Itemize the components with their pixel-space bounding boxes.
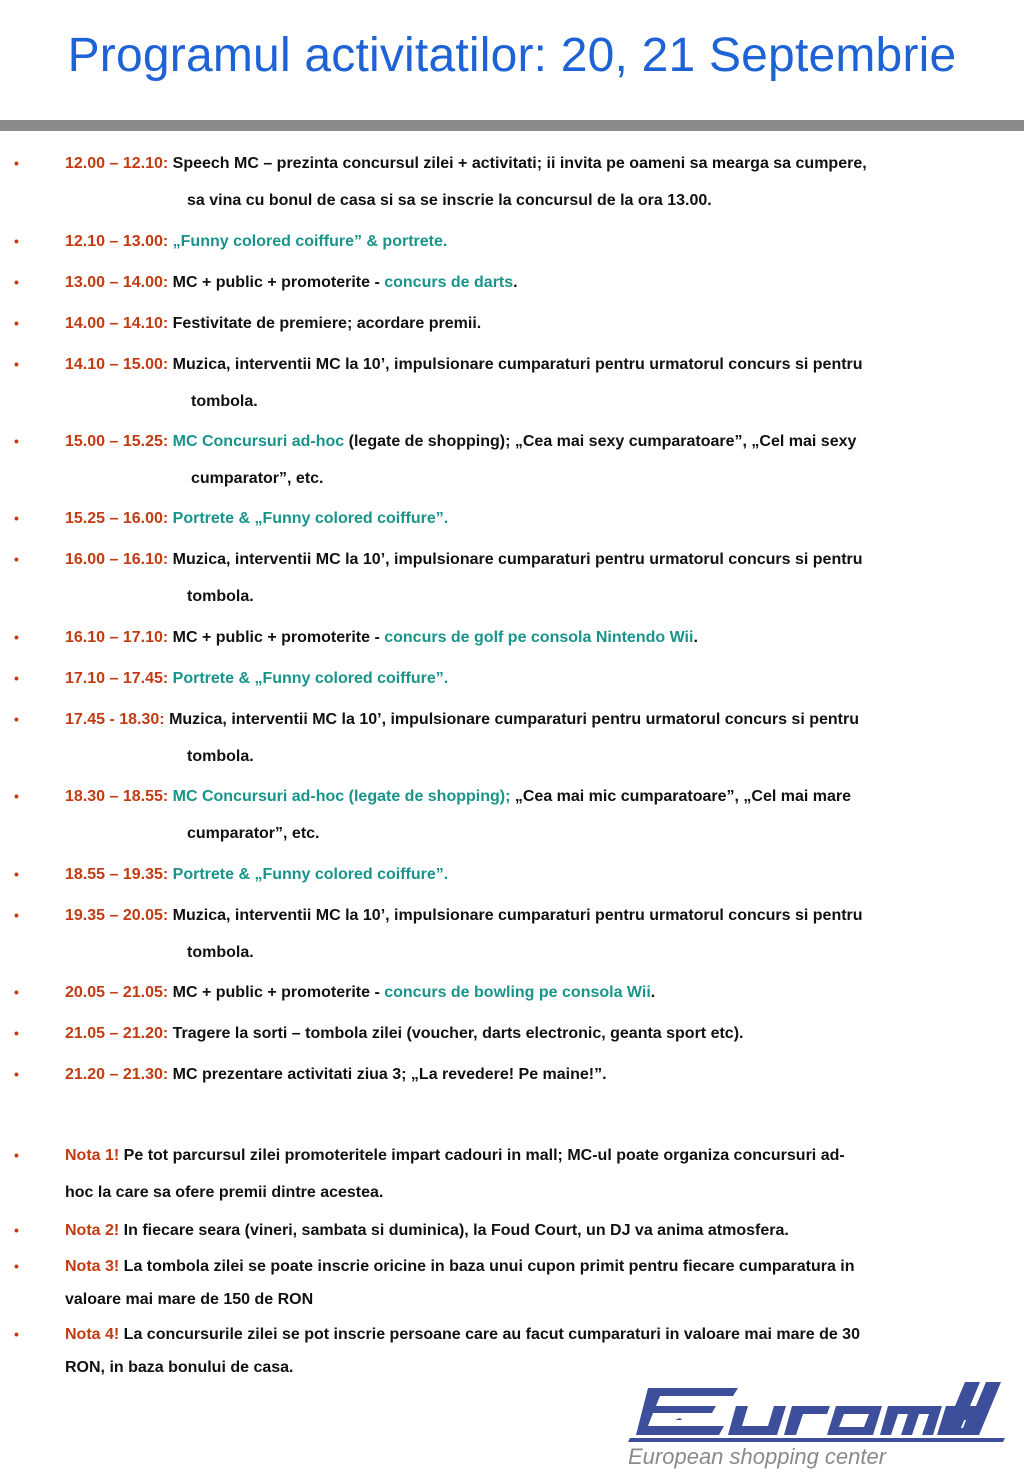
activity-text: tombola. [191, 393, 258, 410]
bullet-icon: • [14, 551, 19, 567]
activity-text: Muzica, interventii MC la 10’, impulsionare cumparaturi pentru urmatorul concurs si pentru [172, 907, 863, 924]
schedule-line-continued [187, 182, 712, 219]
schedule-line [65, 500, 448, 537]
schedule-time: 12.00 – 12.10: [65, 155, 173, 172]
note-text: RON, in baza bonului de casa. [65, 1359, 294, 1376]
bullet-icon: • [14, 1066, 19, 1082]
bullet-icon: • [14, 1326, 19, 1342]
schedule-line [65, 897, 863, 934]
activity-text: MC + public + promoterite - [172, 629, 385, 646]
bullet-icon: • [14, 711, 19, 727]
note-line [65, 1212, 789, 1249]
highlighted-activity: Portrete & „Funny colored coiffure”. [172, 670, 449, 687]
activity-text: sa vina cu bonul de casa si sa se inscrie la concursul de la ora 13.00. [187, 192, 712, 209]
activity-text: tombola. [187, 944, 254, 961]
activity-text: tombola. [187, 588, 254, 605]
schedule-line-continued [187, 738, 254, 775]
schedule-time: 21.20 – 21.30: [65, 1066, 173, 1083]
activity-text: MC + public + promoterite - [172, 984, 385, 1001]
activity-text: Festivitate de premiere; acordare premii. [172, 315, 482, 332]
bullet-icon: • [14, 670, 19, 686]
activity-text: Tragere la sorti – tombola zilei (voucher, darts electronic, geanta sport etc). [172, 1025, 744, 1042]
activity-text: MC prezentare activitati ziua 3; „La revedere! Pe maine!”. [172, 1066, 607, 1083]
bullet-icon: • [14, 1222, 19, 1238]
activity-text: cumparator”, etc. [187, 825, 320, 842]
schedule-line [65, 1015, 743, 1052]
schedule-line [65, 974, 655, 1011]
bullet-icon: • [14, 356, 19, 372]
note-line [65, 1248, 855, 1285]
highlighted-activity: concurs de bowling pe consola Wii [384, 984, 651, 1001]
euromall-logo [620, 1380, 1010, 1470]
header-divider [0, 120, 1024, 131]
euromall-wordmark [636, 1382, 1001, 1435]
bullet-icon: • [14, 788, 19, 804]
schedule-time: 18.30 – 18.55: [65, 788, 173, 805]
highlighted-activity: Portrete & „Funny colored coiffure”. [172, 510, 449, 527]
schedule-time: 17.10 – 17.45: [65, 670, 173, 687]
schedule-line [65, 1056, 607, 1093]
schedule-line [65, 701, 859, 738]
note-line [65, 1137, 845, 1174]
note-label: Nota 2! [65, 1222, 120, 1239]
highlighted-activity: MC Concursuri ad-hoc (legate de shopping); [172, 788, 511, 805]
logo-tagline: European shopping center [628, 1444, 887, 1469]
activity-text: (legate de shopping); „Cea mai sexy cumparatoare”, „Cel mai sexy [344, 433, 857, 450]
activity-text: . [693, 629, 698, 646]
bullet-icon: • [14, 433, 19, 449]
note-text: La tombola zilei se poate inscrie oricine in baza unui cupon primit pentru fiecare cumparatura in [119, 1258, 855, 1275]
bullet-icon: • [14, 233, 19, 249]
page-title: Programul activitatilor: 20, 21 Septembrie [67, 29, 957, 82]
schedule-time: 19.35 – 20.05: [65, 907, 173, 924]
highlighted-activity: concurs de golf pe consola Nintendo Wii [384, 629, 694, 646]
schedule-time: 21.05 – 21.20: [65, 1025, 173, 1042]
note-text: hoc la care sa ofere premii dintre acestea. [65, 1184, 384, 1201]
note-text: In fiecare seara (vineri, sambata si duminica), la Foud Court, un DJ va anima atmosfera. [119, 1222, 789, 1239]
activity-text: Speech MC – prezinta concursul zilei + activitati; ii invita pe oameni sa mearga sa cumpere, [172, 155, 867, 172]
activity-text: . [513, 274, 518, 291]
note-text: Pe tot parcursul zilei promoteritele impart cadouri in mall; MC-ul poate organiza concursuri ad- [119, 1147, 845, 1164]
bullet-icon: • [14, 510, 19, 526]
schedule-line [65, 423, 856, 460]
bullet-icon: • [14, 1258, 19, 1274]
activity-text: Muzica, interventii MC la 10’, impulsionare cumparaturi pentru urmatorul concurs si pentru [172, 551, 863, 568]
schedule-time: 15.00 – 15.25: [65, 433, 173, 450]
bullet-icon: • [14, 1147, 19, 1163]
note-text: valoare mai mare de 150 de RON [65, 1291, 314, 1308]
schedule-line [65, 223, 447, 260]
schedule-line-continued [187, 934, 254, 971]
activity-text: . [650, 984, 656, 1001]
schedule-time: 18.55 – 19.35: [65, 866, 173, 883]
schedule-line [65, 856, 448, 893]
bullet-icon: • [14, 866, 19, 882]
bullet-icon: • [14, 315, 19, 331]
schedule-line [65, 264, 518, 301]
activity-text: tombola. [187, 748, 254, 765]
activity-text: cumparator”, etc. [191, 470, 324, 487]
highlighted-activity: Portrete & „Funny colored coiffure”. [172, 866, 449, 883]
schedule-time: 13.00 – 14.00: [65, 274, 173, 291]
schedule-line [65, 145, 867, 182]
schedule-line [65, 346, 863, 383]
schedule-line [65, 778, 851, 815]
bullet-icon: • [14, 1025, 19, 1041]
highlighted-activity: „Funny colored coiffure” & portrete. [172, 233, 448, 250]
activity-text: Muzica, interventii MC la 10’, impulsionare cumparaturi pentru urmatorul concurs si pentru [169, 711, 859, 728]
bullet-icon: • [14, 155, 19, 171]
note-line-continued [65, 1349, 293, 1386]
bullet-icon: • [14, 629, 19, 645]
bullet-icon: • [14, 984, 19, 1000]
activity-text: MC + public + promoterite - [172, 274, 385, 291]
note-line-continued [65, 1174, 383, 1211]
schedule-line [65, 660, 448, 697]
schedule-time: 14.10 – 15.00: [65, 356, 173, 373]
schedule-line-continued [187, 578, 254, 615]
activity-text: „Cea mai mic cumparatoare”, „Cel mai mare [510, 788, 852, 805]
schedule-line-continued [187, 815, 319, 852]
note-label: Nota 4! [65, 1326, 120, 1343]
highlighted-activity: MC Concursuri ad-hoc [172, 433, 345, 450]
schedule-line [65, 541, 863, 578]
activity-text: Muzica, interventii MC la 10’, impulsionare cumparaturi pentru urmatorul concurs si pentru [172, 356, 863, 373]
schedule-time: 15.25 – 16.00: [65, 510, 173, 527]
note-label: Nota 3! [65, 1258, 120, 1275]
schedule-line-continued [191, 383, 258, 420]
bullet-icon: • [14, 274, 19, 290]
schedule-time: 16.10 – 17.10: [65, 629, 173, 646]
schedule-time: 20.05 – 21.05: [65, 984, 173, 1001]
schedule-line-continued [191, 460, 323, 497]
bullet-icon: • [14, 907, 19, 923]
note-text: La concursurile zilei se pot inscrie persoane care au facut cumparaturi in valoare mai mare de 30 [119, 1326, 860, 1343]
schedule-time: 16.00 – 16.10: [65, 551, 173, 568]
schedule-line [65, 619, 698, 656]
highlighted-activity: concurs de darts [384, 274, 514, 291]
schedule-time: 12.10 – 13.00: [65, 233, 173, 250]
note-label: Nota 1! [65, 1147, 120, 1164]
note-line [65, 1316, 860, 1353]
schedule-time: 17.45 - 18.30: [65, 711, 170, 728]
schedule-time: 14.00 – 14.10: [65, 315, 173, 332]
schedule-line [65, 305, 481, 342]
note-line-continued [65, 1281, 313, 1318]
